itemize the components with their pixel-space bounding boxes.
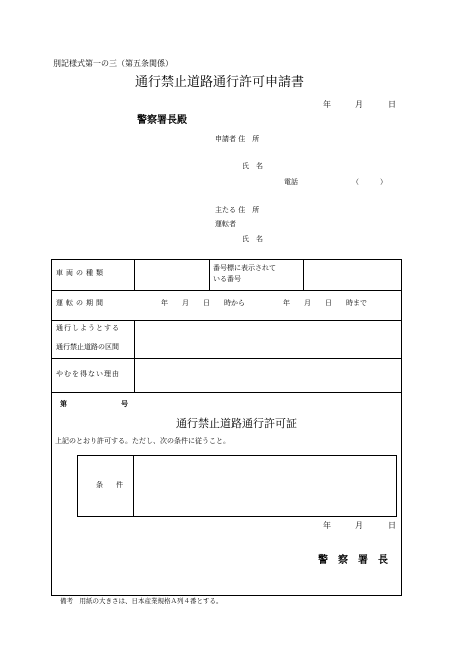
- period-from: 年 月 日 時から: [161, 299, 245, 307]
- permit-number-prefix: 第: [60, 400, 67, 408]
- application-title: 通行禁止道路通行許可申請書: [135, 75, 305, 90]
- applicant-address-label: 申請者 住 所: [215, 135, 260, 143]
- row-divider: [52, 358, 401, 359]
- driver-label: 運転者: [215, 220, 236, 228]
- driver-address-label: 主たる 住 所: [215, 206, 260, 214]
- applicant-name-label: 氏 名: [242, 162, 263, 170]
- column-divider: [134, 260, 135, 290]
- application-date-year: 年: [323, 100, 331, 109]
- plate-number-label-line1: 番号標に表示されて: [213, 264, 276, 272]
- addressee: 警察署長殿: [137, 115, 187, 126]
- application-date-day: 日: [388, 100, 396, 109]
- driving-period-label: 運転の期間: [56, 299, 106, 307]
- column-divider: [209, 260, 210, 290]
- permit-text: 上記のとおり許可する。ただし、次の条件に従うこと。: [55, 437, 230, 445]
- footnote: 備考 用紙の大きさは、日本産業規格Ａ列４番とする。: [60, 597, 223, 605]
- section-label-line1: 通行しようとする: [56, 324, 120, 332]
- permit-number-suffix: 号: [121, 400, 128, 408]
- condition-label: 条 件: [96, 481, 126, 489]
- row-divider: [52, 290, 401, 291]
- period-to: 年 月 日 時まで: [283, 299, 367, 307]
- row-divider: [52, 392, 401, 393]
- application-date-month: 月: [355, 100, 363, 109]
- vehicle-type-label: 車両の種類: [56, 269, 106, 277]
- column-divider: [303, 260, 304, 290]
- column-divider: [134, 320, 135, 392]
- section-label-line2: 通行禁止道路の区間: [56, 343, 119, 351]
- phone-parentheses: （ ）: [352, 178, 387, 186]
- plate-number-label-line2: いる番号: [213, 275, 241, 283]
- driver-name-label: 氏 名: [242, 235, 263, 243]
- permit-title: 通行禁止道路通行許可証: [176, 417, 297, 430]
- form-reference: 別記様式第一の三（第五条関係）: [53, 59, 173, 68]
- row-divider: [52, 320, 401, 321]
- phone-label: 電話: [284, 178, 298, 186]
- reason-label: やむを得ない理由: [56, 370, 120, 378]
- permit-date-month: 月: [355, 521, 363, 530]
- permit-date-year: 年: [323, 521, 331, 530]
- condition-divider: [133, 456, 134, 516]
- police-chief-issuer: 警 察 署 長: [318, 555, 388, 566]
- permit-date-day: 日: [388, 521, 396, 530]
